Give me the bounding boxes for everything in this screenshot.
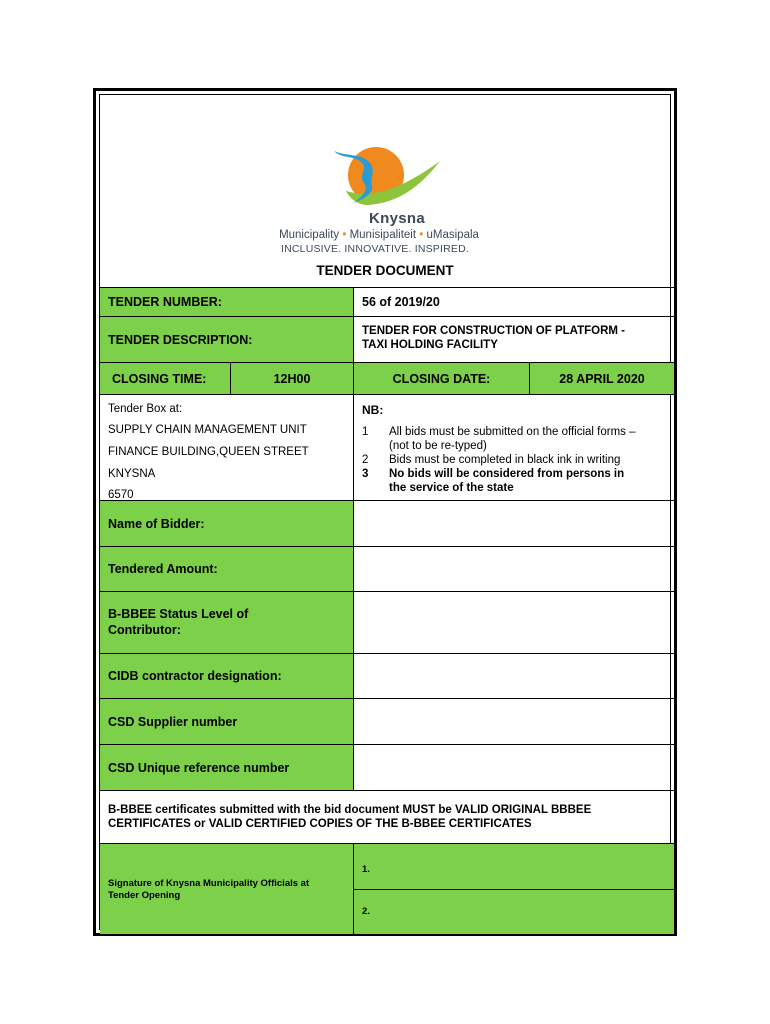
bidder-name-input[interactable] bbox=[354, 501, 674, 547]
tender-document-inner bbox=[99, 94, 671, 930]
tender-number-value: 56 of 2019/20 bbox=[362, 295, 440, 309]
tender-description-line2: TAXI HOLDING FACILITY bbox=[362, 339, 498, 351]
logo-tagline bbox=[94, 229, 664, 241]
tender-box-line-1: SUPPLY CHAIN MANAGEMENT UNIT bbox=[108, 424, 307, 436]
tender-document-frame bbox=[93, 88, 677, 936]
tender-number-label: TENDER NUMBER: bbox=[108, 295, 222, 309]
cidb-label-cell bbox=[100, 654, 354, 699]
nb-item-number: 3 bbox=[362, 468, 369, 480]
signature-slot-1-label: 1. bbox=[362, 864, 370, 875]
nb-item bbox=[362, 467, 636, 481]
logo-name: Knysna bbox=[369, 210, 425, 227]
nb-heading: NB: bbox=[362, 403, 384, 417]
closing-time-label: CLOSING TIME: bbox=[112, 371, 207, 386]
signature-slot-1[interactable] bbox=[354, 844, 674, 890]
bbbee-notice-cell bbox=[100, 791, 674, 844]
cidb-input[interactable] bbox=[354, 654, 674, 699]
csd-supplier-label: CSD Supplier number bbox=[108, 714, 238, 729]
nb-cell bbox=[354, 395, 674, 501]
csd-supplier-label-cell bbox=[100, 699, 354, 745]
csd-reference-label-cell bbox=[100, 745, 354, 791]
csd-supplier-input[interactable] bbox=[354, 699, 674, 745]
bbbee-level-label-line2: Contributor: bbox=[108, 623, 181, 637]
tagline-munisipaliteit: Munisipaliteit bbox=[349, 229, 417, 241]
closing-time-label-cell bbox=[100, 363, 231, 395]
tender-box-heading: Tender Box at: bbox=[108, 403, 183, 415]
logo-area bbox=[100, 95, 670, 287]
tagline-municipality: Municipality bbox=[279, 229, 340, 241]
nb-item-text: No bids will be considered from persons in bbox=[389, 468, 625, 480]
tendered-amount-label: Tendered Amount: bbox=[108, 562, 218, 576]
tendered-amount-label-cell bbox=[100, 547, 354, 592]
nb-item-number: 2 bbox=[362, 454, 369, 466]
tender-description-value-cell bbox=[354, 317, 674, 363]
tender-box-line-2: FINANCE BUILDING,QUEEN STREET bbox=[108, 446, 309, 458]
signature-label-line1: Signature of Knysna Municipality Officials at bbox=[108, 878, 310, 889]
closing-date-label: CLOSING DATE: bbox=[392, 371, 491, 386]
closing-time-value-cell bbox=[231, 363, 354, 395]
signature-slot-2-label: 2. bbox=[362, 906, 370, 917]
tender-number-value-cell bbox=[354, 287, 674, 317]
nb-item-text: Bids must be completed in black ink in writing bbox=[389, 454, 621, 466]
bbbee-level-label-line1: B-BBEE Status Level of bbox=[108, 607, 249, 621]
bbbee-level-label-cell bbox=[100, 592, 354, 654]
nb-item-text: All bids must be submitted on the official forms – bbox=[389, 426, 636, 438]
tender-description-label-cell bbox=[100, 317, 354, 363]
nb-item bbox=[362, 425, 636, 439]
nb-list bbox=[362, 425, 636, 495]
tagline-umasipala: uMasipala bbox=[426, 229, 479, 241]
bbbee-notice-line2: CERTIFICATES or VALID CERTIFIED COPIES OF THE B-BBEE CERTIFICATES bbox=[108, 818, 532, 830]
knysna-logo-icon bbox=[332, 145, 442, 211]
nb-item bbox=[362, 453, 636, 467]
signature-slot-2[interactable] bbox=[354, 890, 674, 934]
tender-box-line-3: KNYSNA bbox=[108, 468, 156, 480]
nb-item-continuation bbox=[362, 439, 636, 453]
document-title: TENDER DOCUMENT bbox=[316, 263, 454, 278]
nb-item-continuation bbox=[362, 481, 636, 495]
closing-date-label-cell bbox=[354, 363, 530, 395]
bidder-name-label: Name of Bidder: bbox=[108, 516, 205, 531]
tender-number-label-cell bbox=[100, 287, 354, 317]
nb-item-text: the service of the state bbox=[389, 482, 514, 494]
tender-box-line-4: 6570 bbox=[108, 489, 134, 501]
bidder-name-label-cell bbox=[100, 501, 354, 547]
closing-date-value: 28 APRIL 2020 bbox=[559, 371, 645, 386]
logo-motto: INCLUSIVE. INNOVATIVE. INSPIRED. bbox=[280, 243, 470, 255]
bbbee-level-input[interactable] bbox=[354, 592, 674, 654]
tagline-separator: • bbox=[419, 229, 424, 241]
signature-label-cell bbox=[100, 844, 354, 934]
tagline-separator: • bbox=[342, 229, 347, 241]
tendered-amount-input[interactable] bbox=[354, 547, 674, 592]
cidb-label: CIDB contractor designation: bbox=[108, 669, 282, 683]
nb-item-text: (not to be re-typed) bbox=[389, 440, 487, 452]
csd-reference-input[interactable] bbox=[354, 745, 674, 791]
signature-label-line2: Tender Opening bbox=[108, 890, 181, 901]
nb-item-number: 1 bbox=[362, 426, 369, 438]
tender-description-line1: TENDER FOR CONSTRUCTION OF PLATFORM - bbox=[362, 325, 625, 337]
tender-description-label: TENDER DESCRIPTION: bbox=[108, 332, 253, 347]
closing-time-value: 12H00 bbox=[273, 371, 311, 386]
tender-box-cell bbox=[100, 395, 354, 501]
csd-reference-label: CSD Unique reference number bbox=[108, 760, 290, 775]
closing-date-value-cell bbox=[530, 363, 674, 395]
bbbee-notice-line1: B-BBEE certificates submitted with the bid document MUST be VALID ORIGINAL BBBEE bbox=[108, 804, 592, 816]
